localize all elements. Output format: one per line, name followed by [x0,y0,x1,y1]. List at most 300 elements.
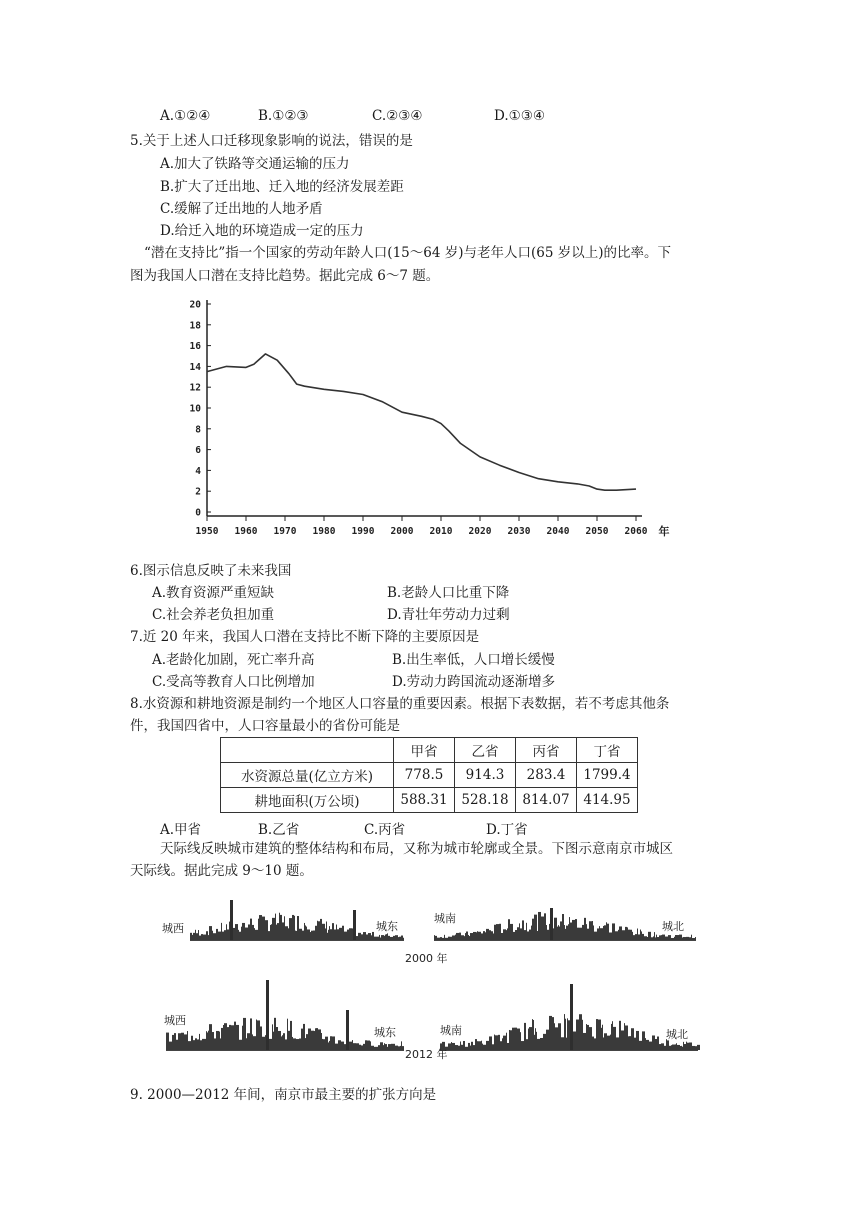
skyline-building [288,928,289,940]
skyline-building [207,1032,208,1050]
q7-option-b: B.出生率低，人口增长缓慢 [392,652,555,668]
skyline-building [572,920,575,940]
skyline-building [573,1032,576,1050]
skyline-building [223,1025,224,1050]
skyline-silhouettes [158,892,704,1060]
table-header-cell: 乙省 [455,738,516,763]
skyline-2000-right-end: 城北 [662,920,684,933]
skyline-building [659,1044,661,1050]
skyline-building [315,1028,316,1050]
skyline-building [695,937,696,940]
skyline-building [190,933,192,940]
skyline-building [259,915,262,940]
skyline-building [344,1044,346,1050]
skyline-building [482,1044,483,1050]
skyline-building [492,1044,494,1050]
skyline-building [371,935,372,940]
skyline-building [376,937,379,940]
skyline-building [534,1035,535,1050]
skyline-building [537,1039,540,1050]
skyline-tower [346,1010,349,1050]
table-cell: 528.18 [455,788,516,813]
table-row [221,788,638,813]
chart-series [207,354,636,490]
y-tick-label: 0 [195,507,201,519]
y-tick-label: 8 [195,424,201,436]
skyline-building [697,1045,700,1050]
skyline-building [224,1023,227,1050]
skyline-building [325,1037,328,1050]
skyline-building [358,933,361,940]
skyline-building [392,1044,395,1050]
y-tick-label: 18 [189,320,201,332]
q5-option-c: C.缓解了迁出地的人地矛盾 [160,201,323,217]
skyline-building [640,930,641,940]
skyline-building [216,929,218,940]
skyline-building [586,1024,587,1050]
skyline-building [496,924,499,940]
skyline-building [455,1045,458,1050]
skyline-building [494,925,496,940]
skyline-building [178,1033,181,1050]
skyline-building [293,1038,296,1050]
skyline-building [589,921,592,940]
skyline-building [384,1043,385,1050]
table-cell: 283.4 [516,763,577,788]
skyline-building [659,935,660,940]
skyline-building [445,938,448,940]
skyline-building [234,1022,236,1050]
q5-option-a: A.加大了铁路等交通运输的压力 [160,156,350,172]
skyline-building [534,915,537,940]
skyline-building [256,1020,257,1050]
skyline-building [470,1046,471,1050]
skyline-building [290,1021,292,1050]
skyline-building [689,1042,692,1050]
skyline-building [660,935,661,940]
skyline-building [450,937,452,940]
skyline-building [599,926,600,940]
q5-option-d: D.给迁入地的环境造成一定的压力 [160,223,364,239]
skyline-building [288,1031,290,1050]
skyline-building [477,931,478,940]
skyline-building [292,1037,293,1050]
skyline-building [501,933,503,940]
skyline-building [258,919,259,940]
skyline-building [476,932,477,940]
skyline-building [295,931,296,940]
skyline-building [200,1040,202,1050]
y-tick-label: 6 [195,445,201,457]
skyline-building [502,1038,503,1050]
skyline-building [277,923,279,940]
skyline-building [174,1033,176,1050]
skyline-building [633,935,635,940]
skyline-building [344,932,347,940]
table-header-row [221,738,638,763]
skyline-building [606,922,607,940]
skyline-building [544,913,546,940]
skyline-building [596,1019,598,1050]
skyline-building [540,1038,543,1050]
skyline-building [197,1040,198,1050]
skyline-building [356,936,358,940]
skyline-building [486,929,489,940]
skyline-building [339,928,342,940]
skyline-building [462,1045,463,1050]
skyline-building [322,924,325,940]
skyline-building [281,1036,282,1050]
skyline-building [499,924,501,940]
skyline-building [299,1038,301,1050]
skyline-building [381,935,384,940]
skyline-building [371,1046,374,1050]
x-tick-label: 1970 [273,526,297,537]
skyline-building [276,1027,278,1050]
q4-option-b: B.①②③ [258,108,309,124]
skyline-building [612,923,615,940]
skyline-building [388,1044,391,1050]
skyline-building [592,921,593,940]
skyline-building [671,938,674,940]
skyline-building [198,1039,199,1050]
skyline-building [342,926,344,940]
skyline-building [198,930,199,940]
skyline-building [229,1025,231,1050]
skyline-building [672,1045,675,1050]
skyline-building [275,914,276,940]
skyline-building [527,931,529,940]
x-axis-label: 年 [658,525,670,538]
skyline-building [361,934,363,940]
skyline-building [226,924,227,940]
skyline-building [552,1017,554,1050]
q6-option-a: A.教育资源严重短缺 [152,585,275,601]
skyline-building [637,929,638,940]
skyline-building [341,1042,344,1050]
skyline-building [206,931,208,940]
skyline-building [393,936,395,940]
skyline-building [483,1045,486,1050]
skyline-building [478,1041,481,1050]
skyline-building [691,935,692,940]
skyline-building [594,932,597,940]
skyline-building [513,932,515,940]
x-tick-label: 1990 [351,526,375,537]
skyline-building [532,919,534,940]
skyline-building [473,932,476,940]
skyline-building [692,938,695,940]
skyline-building [209,1024,212,1050]
skyline-building [520,928,522,940]
skyline-building [543,1034,546,1050]
skyline-building [334,930,336,940]
skyline-building [483,931,485,940]
skyline-building [395,1046,396,1050]
skyline-building [233,928,235,940]
skyline-building [475,1039,477,1050]
skyline-building [546,925,547,940]
q4-option-a: A.①②④ [160,108,211,124]
skyline-2012-year: 2012 年 [405,1048,448,1061]
skyline-building [363,1044,365,1050]
skyline-building [335,1044,338,1050]
skyline-building [628,930,630,940]
skyline-building [444,935,445,940]
skyline-building [246,1038,247,1050]
skyline-building [564,925,565,940]
table-header-cell: 丁省 [577,738,638,763]
skyline-building [510,924,513,940]
skyline-building [559,926,560,940]
skyline-building [222,932,224,940]
skyline-building [495,1035,498,1050]
skyline-building [481,1041,482,1050]
skyline-building [236,1025,239,1050]
skyline-building [387,933,388,940]
y-tick-label: 12 [189,382,201,394]
skyline-building [627,927,628,940]
skyline-building [566,1038,567,1050]
chart-y-ticks [190,300,211,519]
skyline-building [272,918,275,940]
skyline-building [311,1031,314,1050]
skyline-building [603,1037,604,1050]
skyline-building [218,932,221,940]
skyline-building [558,1023,561,1050]
skyline-building [524,1023,526,1050]
skyline-building [584,918,586,940]
skyline-building [238,930,239,940]
skyline-building [401,936,403,940]
skyline-building [328,1042,329,1050]
skyline-building [440,937,442,940]
skyline-building [514,1028,517,1050]
skyline-building [622,930,625,940]
skyline-building [619,926,622,940]
skyline-building [503,929,506,940]
skyline-building [380,1042,383,1050]
skyline-building [642,1031,645,1050]
skyline-building [206,1031,207,1050]
skyline-building [272,1024,273,1050]
x-tick-label: 2010 [429,526,453,537]
skyline-building [313,931,315,940]
skyline-building [227,929,229,940]
y-tick-label: 2 [195,486,201,498]
skyline-2012-right-end: 城北 [666,1028,688,1041]
skyline-building [570,923,572,940]
skyline-building [302,931,304,940]
skyline-2000-south-north [434,912,696,941]
skyline-building [213,933,216,940]
skyline-building [598,1020,601,1050]
skyline-building [656,935,657,940]
skyline-building [645,1038,646,1050]
skyline-building [597,928,599,940]
skyline-building [289,918,292,940]
skyline-building [253,1036,256,1050]
skyline-building [208,1031,209,1050]
skyline-building [607,1036,610,1050]
skyline-building [330,929,332,940]
skyline-building [398,937,399,940]
skyline-building [628,1036,629,1050]
q5-stem: 5.关于上述人口迁移现象影响的说法，错误的是 [130,133,413,149]
skyline-building [634,1038,636,1050]
skyline-building [569,917,570,940]
skyline-building [356,1043,359,1050]
skyline-building [649,1042,652,1050]
q8-stem-line2: 件，我国四省中，人口容量最小的省份可能是 [130,718,400,734]
q9-stem: 9. 2000—2012 年间，南京市最主要的扩张方向是 [130,1087,437,1103]
skyline-building [235,924,238,940]
y-tick-label: 16 [189,341,201,353]
skyline-building [503,1036,506,1050]
table-header-cell: 丙省 [516,738,577,763]
skyline-building [241,927,242,940]
skyline-building [192,935,193,940]
skyline-building [274,1018,276,1050]
skyline-building [262,1037,265,1050]
skyline-tower [570,984,573,1050]
skyline-building [675,935,677,940]
skyline-building [227,1027,229,1050]
skyline-building [330,1036,332,1050]
skyline-building [372,932,374,940]
skyline-building [561,1037,564,1050]
x-tick-label: 2030 [507,526,531,537]
skyline-building [541,917,544,940]
skyline-building [349,1042,352,1050]
skyline-building [562,914,564,940]
skyline-building [532,1019,533,1050]
skyline-building [665,937,668,940]
skyline-building [458,1046,460,1050]
table-cell: 414.95 [577,788,638,813]
skyline-building [586,924,587,940]
skyline-building [366,934,368,940]
skyline-building [205,1039,206,1050]
skyline-building [305,1038,306,1050]
skyline-building [638,934,640,940]
skyline-building [402,1046,404,1050]
x-tick-label: 1960 [234,526,258,537]
skyline-building [557,927,558,940]
skyline-2000-left-end: 城东 [376,920,398,933]
skyline-building [287,1019,288,1050]
skyline-building [278,1031,281,1050]
skyline-building [260,1026,262,1050]
skyline-building [506,930,507,940]
skyline-building [657,937,659,940]
skyline-tower [230,900,233,940]
y-tick-label: 10 [189,403,201,415]
chart-x-ticks [196,516,670,538]
skyline-building [386,934,387,940]
skyline-building [535,1028,536,1050]
skyline-building [317,921,318,940]
skyline-building [686,1042,687,1050]
table-cell: 814.07 [516,788,577,813]
skyline-building [452,935,455,940]
skyline-building [491,931,493,940]
skyline-building [558,925,559,940]
table-cell: 588.31 [394,788,455,813]
skyline-building [651,937,653,940]
skyline-building [529,930,531,940]
skyline-building [648,932,651,940]
q8-stem-line1: 8.水资源和耕地资源是制约一个地区人口容量的重要因素。根据下表数据，若不考虑其他条 [130,696,670,712]
skyline-building [384,936,385,940]
skyline-building [195,1038,197,1050]
skyline-building [576,1020,579,1050]
skyline-building [311,931,313,940]
intro-6-7-line1: “潜在支持比”指一个国家的劳动年龄人口(15～64 岁)与老年人口(65 岁以上)的比率。下 [144,245,671,261]
skyline-building [401,1041,402,1050]
skyline-building [282,922,284,940]
table-cell: 耕地面积(万公顷) [221,788,394,813]
x-tick-label: 2050 [585,526,609,537]
skyline-building [524,930,526,940]
skyline-building [613,1027,616,1050]
skyline-building [209,926,212,940]
skyline-building [661,935,662,940]
skyline-2012-west-east [166,1018,404,1051]
skyline-building [473,1045,475,1050]
skyline-building [609,932,612,940]
skyline-building [575,919,577,940]
skyline-building [224,930,226,940]
skyline-building [455,935,456,940]
skyline-building [630,930,632,940]
support-ratio-line [207,354,636,490]
skyline-building [320,919,322,940]
skyline-building [655,1039,657,1050]
skyline-figure [158,892,704,1060]
x-tick-label: 2000 [390,526,414,537]
skyline-building [231,1025,234,1050]
skyline-building [515,930,517,940]
skyline-building [520,1032,521,1050]
skyline-building [191,1036,193,1050]
skyline-building [268,931,270,940]
skyline-building [565,929,566,940]
skyline-building [560,921,562,940]
skyline-building [270,925,271,940]
skyline-building [196,933,198,940]
skyline-building [554,918,557,940]
skyline-building [579,1014,582,1050]
skyline-2012-left-start: 城西 [164,1014,186,1027]
skyline-building [519,923,520,940]
skyline-building [451,1042,452,1050]
skyline-building [653,936,654,940]
skyline-building [639,1041,642,1050]
q6-option-b: B.老龄人口比重下降 [387,585,510,601]
skyline-building [328,930,329,940]
skyline-building [353,1043,356,1050]
skyline-building [522,920,524,940]
skyline-building [510,1030,512,1050]
skyline-building [607,924,609,940]
skyline-building [456,933,459,940]
skyline-building [252,925,254,940]
skyline-building [188,1041,191,1050]
skyline-building [567,926,568,940]
skyline-building [307,929,310,940]
skyline-building [674,937,675,940]
